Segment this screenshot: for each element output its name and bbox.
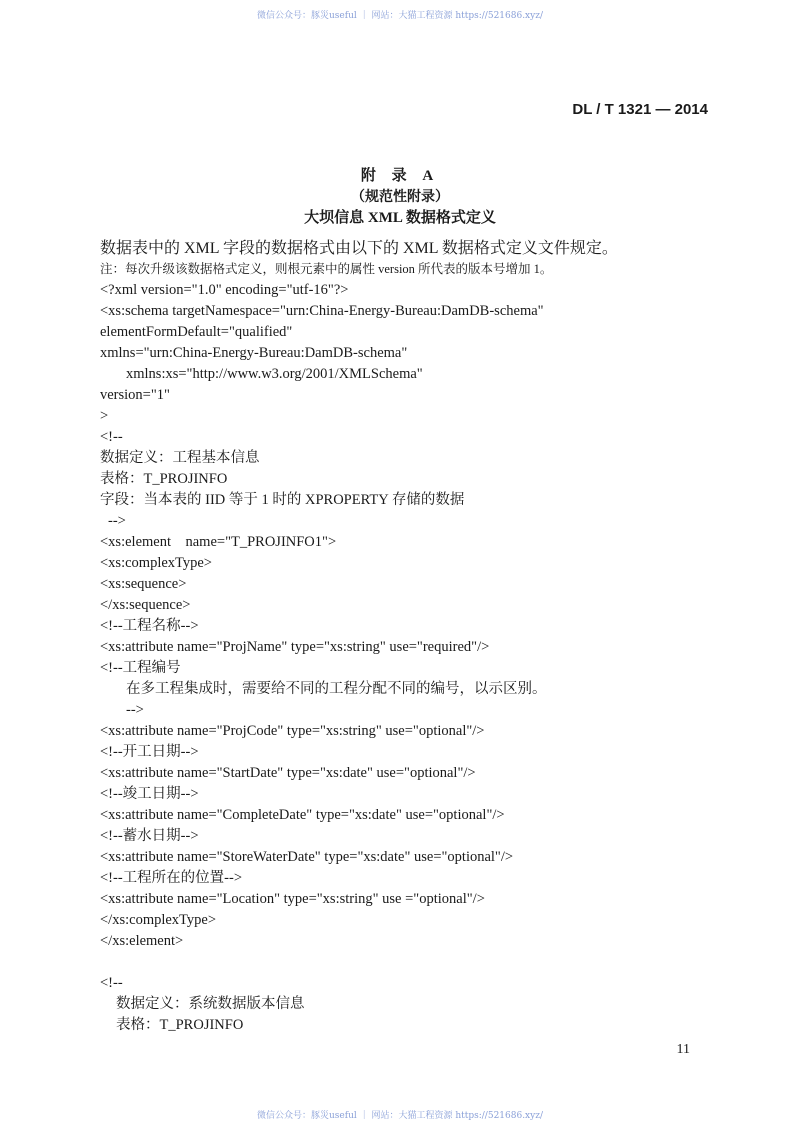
code-line: <?xml version="1.0" encoding="utf-16"?> <box>100 282 349 298</box>
code-line: 数据定义：系统数据版本信息 <box>116 996 305 1012</box>
code-line: --> <box>126 702 144 718</box>
standard-number: DL / T 1321 — 2014 <box>572 101 708 118</box>
code-line: <xs:attribute name="ProjName" type="xs:string" use="required"/> <box>100 639 490 655</box>
appendix-title: 附 录 A <box>360 168 440 184</box>
code-line: <!--工程所在的位置--> <box>100 870 242 886</box>
blank-line <box>100 952 720 973</box>
page-number: 11 <box>676 1042 690 1057</box>
watermark-top: 微信公众号：豚災useful ｜ 网站：大猫工程资源 https://521686.xyz/ <box>257 11 543 21</box>
document-body <box>100 238 720 1036</box>
code-line: </xs:sequence> <box>100 597 191 613</box>
code-line: 表格：T_PROJINFO <box>116 1017 244 1033</box>
code-line: 表格：T_PROJINFO <box>100 471 228 487</box>
code-line: elementFormDefault="qualified" <box>100 324 293 340</box>
code-line: <!-- <box>100 975 123 991</box>
code-line: <xs:attribute name="Location" type="xs:string" use ="optional"/> <box>100 891 485 907</box>
code-line: xmlns:xs="http://www.w3.org/2001/XMLSchema" <box>126 366 423 382</box>
code-line: <xs:attribute name="CompleteDate" type="xs:date" use="optional"/> <box>100 807 505 823</box>
code-line: <xs:attribute name="StartDate" type="xs:date" use="optional"/> <box>100 765 476 781</box>
appendix-type: （规范性附录） <box>351 190 449 205</box>
code-line: </xs:complexType> <box>100 912 217 928</box>
code-line: --> <box>108 513 126 529</box>
code-line: <!--开工日期--> <box>100 744 199 760</box>
code-line: </xs:element> <box>100 933 184 949</box>
code-line: <xs:attribute name="StoreWaterDate" type="xs:date" use="optional"/> <box>100 849 514 865</box>
code-line: <xs:schema targetNamespace="urn:China-Energy-Bureau:DamDB-schema" <box>100 303 544 319</box>
code-line: xmlns="urn:China-Energy-Bureau:DamDB-schema" <box>100 345 408 361</box>
code-line: 字段：当本表的 IID 等于 1 时的 XPROPERTY 存储的数据 <box>100 492 465 508</box>
watermark-bottom: 微信公众号：豚災useful ｜ 网站：大猫工程资源 https://521686.xyz/ <box>257 1111 543 1121</box>
code-line: <xs:sequence> <box>100 576 187 592</box>
intro-paragraph: 数据表中的 XML 字段的数据格式由以下的 XML 数据格式定义文件规定。 <box>100 240 618 257</box>
code-line: <xs:element name="T_PROJINFO1"> <box>100 534 337 550</box>
code-line: <!--工程编号 <box>100 660 181 676</box>
code-line: 数据定义：工程基本信息 <box>100 450 260 466</box>
code-line: <!-- <box>100 429 123 445</box>
code-line: 在多工程集成时，需要给不同的工程分配不同的编号，以示区别。 <box>126 681 547 697</box>
code-line: <xs:complexType> <box>100 555 212 571</box>
code-line: <!--竣工日期--> <box>100 786 199 802</box>
note: 注：每次升级该数据格式定义，则根元素中的属性 version 所代表的版本号增加 1。 <box>100 262 553 276</box>
code-line: <!--蓄水日期--> <box>100 828 199 844</box>
code-line: <!--工程名称--> <box>100 618 199 634</box>
code-line: version="1" <box>100 387 170 403</box>
code-line: <xs:attribute name="ProjCode" type="xs:string" use="optional"/> <box>100 723 485 739</box>
code-line: > <box>100 408 109 424</box>
appendix-subtitle: 大坝信息 XML 数据格式定义 <box>304 210 496 226</box>
